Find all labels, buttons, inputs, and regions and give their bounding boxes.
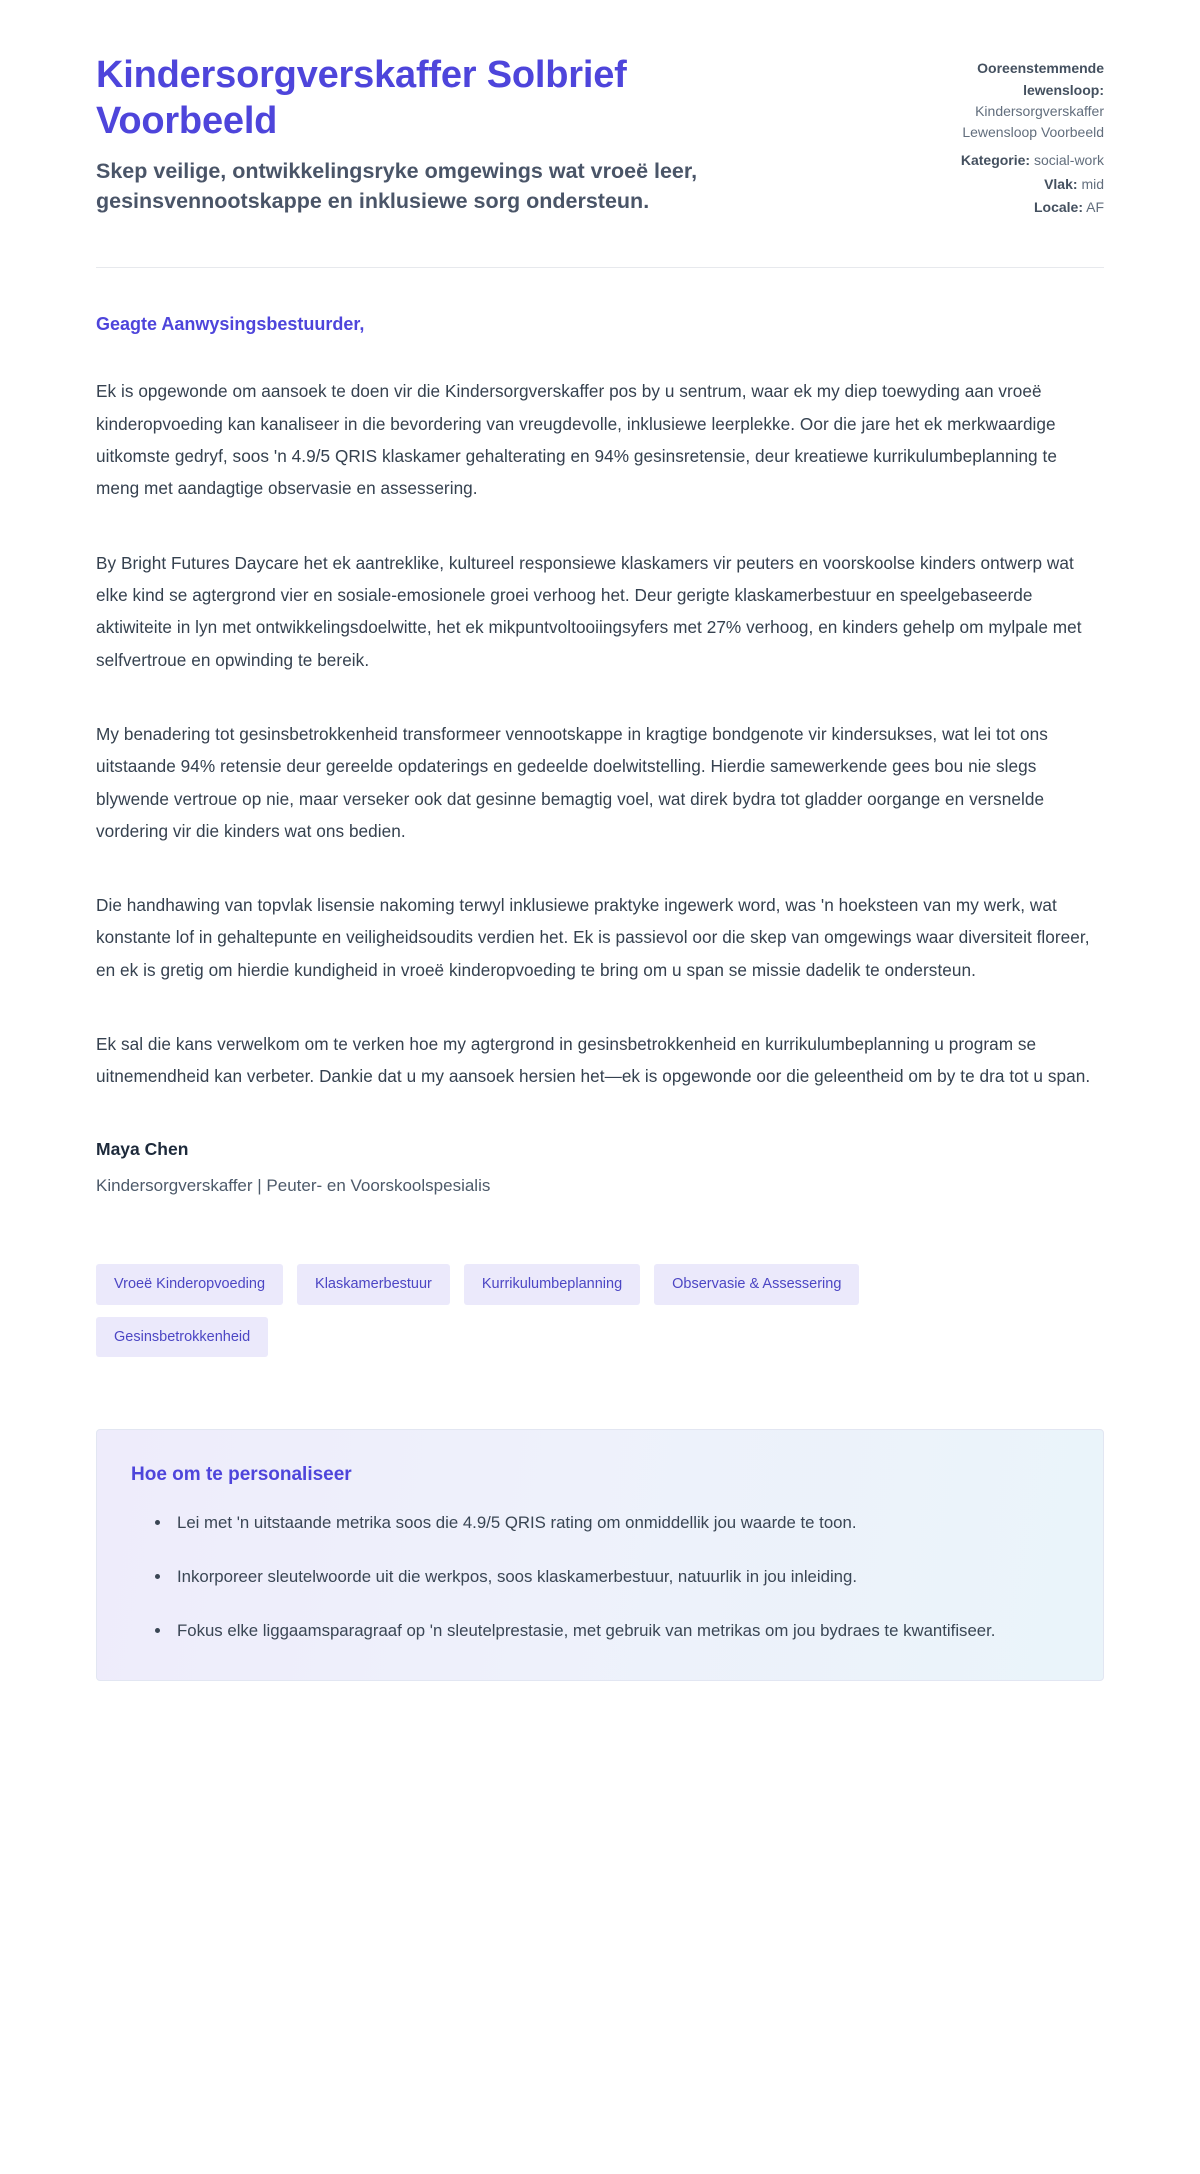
meta-level-label: Vlak:: [1044, 175, 1078, 192]
meta-category: [899, 150, 1104, 172]
meta-locale-label: Locale:: [1033, 199, 1083, 216]
meta-matching-resume-label: Ooreenstemmende lewensloop:: [977, 60, 1104, 98]
skill-tag[interactable]: Gesinsbetrokkenheid: [96, 1317, 268, 1358]
letter-paragraph: Ek is opgewonde om aansoek te doen vir die Kindersorgverskaffer pos by u sentrum, waar ek my diep toewyding aan vroeë kinderopvoeding kan kanaliseer in die bevordering van vreugdevolle, inklusiewe leerplekke. Oor die jare het ek merkwaardige uitkomste gedryf, soos 'n 4.9/5 QRIS klaskamer gehalterating en 94% gesinsretensie, deur kreatiewe kurrikulumbeplanning te meng met aandagtige observasie en assessering.: [96, 381, 1057, 499]
meta-locale-value: AF: [1086, 199, 1104, 216]
meta-level-value: mid: [1081, 175, 1104, 192]
header-title-block: [96, 52, 786, 217]
letter-paragraph: My benadering tot gesinsbetrokkenheid transformeer vennootskappe in kragtige bondgenote vir kindersukses, wat lei tot ons uitstaande 94% retensie deur gereelde opdaterings en gedeelde doelwitstelling. Hierdie samewerkende gees bou nie slegs blywende vertroue op nie, maar verseker ook dat gesinne bemagtig voel, wat direk bydra tot gladder oorgange en versnelde vordering vir die kinders wat ons bedien.: [96, 723, 1048, 841]
callout-tip-list: [131, 1508, 1067, 1646]
skill-tag[interactable]: Kurrikulumbeplanning: [464, 1264, 640, 1305]
cover-letter-body: [96, 268, 1104, 1198]
letter-paragraph: Ek sal die kans verwelkom om te verken hoe my agtergrond in gesinsbetrokkenheid en kurrikulumbeplanning u program se uitnemendheid kan verbeter. Dankie dat u my aansoek hersien het—ek is opgewonde oor die geleentheid om by te dra tot u span.: [96, 1034, 1091, 1087]
skill-tag[interactable]: Observasie & Assessering: [654, 1264, 859, 1305]
letter-paragraph: Die handhawing van topvlak lisensie nakoming terwyl inklusiewe praktyke ingewerk word, was 'n hoeksteen van my werk, wat konstante lof in gehaltepunte en veiligheidsoudits verdien het. Ek is passievol oor die skep van omgewings waar diversiteit floreer, en ek is gretig om hierdie kundigheid in vroeë kinderopvoeding te bring om u span se missie dadelik te ondersteun.: [96, 895, 1090, 980]
meta-level: [899, 174, 1104, 196]
callout-tip-item: Inkorporeer sleutelwoorde uit die werkpos, soos klaskamerbestuur, natuurlik in jou inleiding.: [155, 1562, 1067, 1592]
skill-tag[interactable]: Klaskamerbestuur: [297, 1264, 450, 1305]
meta-matching-resume-value: Kindersorgverskaffer Lewensloop Voorbeeld: [962, 103, 1104, 140]
letter-paragraph: By Bright Futures Daycare het ek aantreklike, kultureel responsiewe klaskamers vir peuters en voorskoolse kinders ontwerp wat elke kind se agtergrond vier en sosiale-emosionele groei verhoog het. Deur gerigte klaskamerbestuur en speelgebaseerde aktiwiteite in lyn met ontwikkelingsdoelwitte, het ek mikpuntvoltooiingsyfers met 27% verhoog, en kinders gehelp om mylpale met selfvertroue en opwinding te bereik.: [96, 552, 1082, 670]
meta-matching-resume: [899, 58, 1104, 142]
signature-block: [96, 1139, 1104, 1199]
meta-category-label: Kategorie:: [960, 151, 1031, 168]
page-subtitle: Skep veilige, ontwikkelingsryke omgewings wat vroeë leer, gesinsvennootskappe en inklusiewe sorg ondersteun.: [96, 158, 698, 214]
callout-title: Hoe om te personaliseer: [131, 1464, 352, 1486]
meta-category-value: social-work: [1033, 151, 1104, 168]
callout-tip-item: Lei met 'n uitstaande metrika soos die 4.9/5 QRIS rating om onmiddellik jou waarde te toon.: [155, 1508, 1067, 1538]
personalization-callout: [96, 1429, 1104, 1681]
skill-tag[interactable]: Vroeë Kinderopvoeding: [96, 1264, 283, 1305]
meta-locale: [899, 197, 1104, 219]
document-header: [96, 52, 1104, 221]
letter-salutation: Geagte Aanwysingsbestuurder,: [96, 314, 365, 335]
skill-tag-list: [96, 1264, 1036, 1357]
signature-name: Maya Chen: [96, 1138, 189, 1159]
document-metadata: [899, 52, 1104, 221]
callout-tip-item: Fokus elke liggaamsparagraaf op 'n sleutelprestasie, met gebruik van metrikas om jou bydraes te kwantifiseer.: [155, 1616, 1067, 1646]
signature-role: Kindersorgverskaffer | Peuter- en Voorskoolspesialis: [96, 1175, 491, 1195]
page-title: Kindersorgverskaffer Solbrief Voorbeeld: [96, 54, 627, 143]
